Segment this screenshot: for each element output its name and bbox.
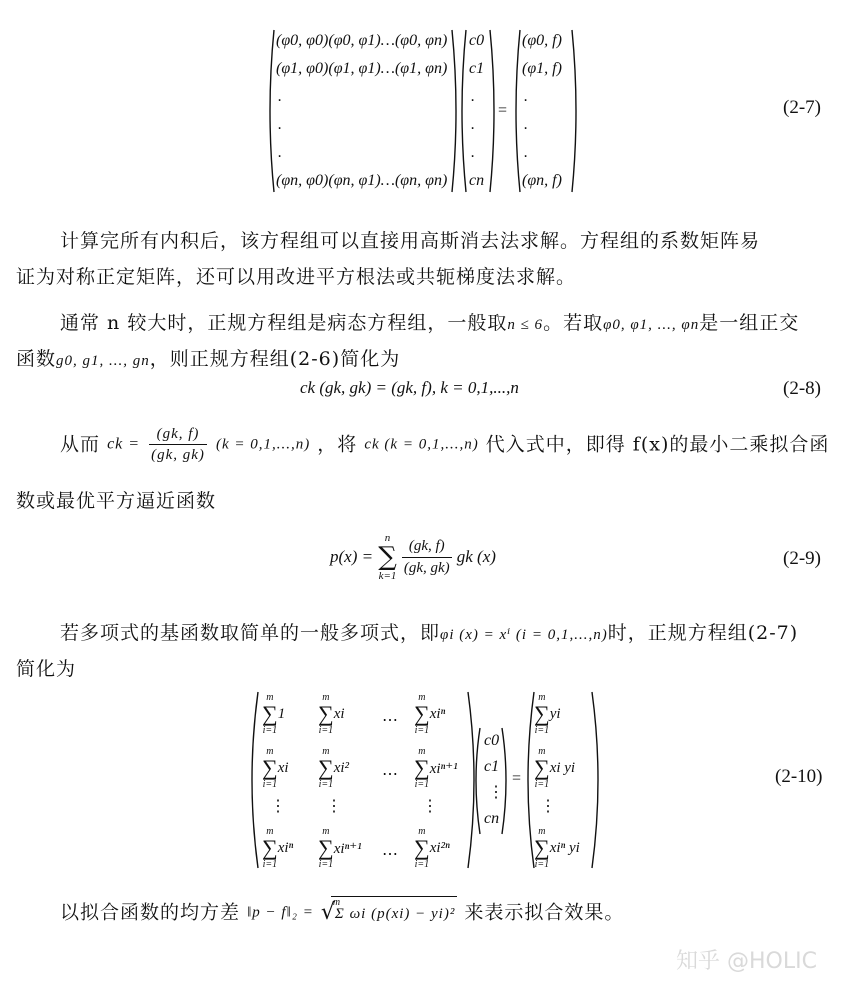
sigma-symbol: ∑: [414, 701, 430, 726]
matrix-row-2: .: [278, 88, 282, 105]
eq210-ellipsis-1: ⋯: [382, 766, 398, 783]
g-sequence: g0, g1, ..., gn: [56, 353, 150, 369]
eq210-c-3: cn: [484, 810, 500, 827]
p-of-x-lhs: p(x) =: [330, 547, 374, 566]
c-vector-4: .: [471, 144, 475, 161]
paragraph-3-line-2: 数或最优平方逼近函数: [16, 490, 217, 512]
paragraph-5-text-b: 来表示拟合效果。: [464, 901, 625, 924]
summation-i-top: m: [322, 746, 330, 757]
eq210-cell-1-3: [414, 746, 458, 790]
paragraph-3-text-c: 代入式中，即得 f(x)的最小二乘拟合函: [485, 433, 830, 456]
summation-i-bottom: i=1: [534, 859, 550, 870]
eq29-fraction: [402, 536, 452, 579]
equation-number-2-7: (2-7): [783, 97, 821, 118]
ck-fraction: [149, 424, 207, 465]
paragraph-4-text-b: 时，正规方程组(2-7): [607, 622, 799, 644]
summation-i-bottom: i=1: [414, 779, 430, 790]
eq210-cell-3-1: [318, 826, 362, 870]
equation-2-9: [330, 532, 496, 592]
summation-term: xiⁿ: [277, 839, 294, 856]
summation-i-top: m: [418, 826, 426, 837]
paragraph-2-text-b: 。若取: [543, 312, 604, 334]
eq210-cell-1-1: [318, 746, 349, 790]
summation-term: 1: [277, 705, 286, 722]
summation-term: xi²ⁿ: [429, 839, 450, 856]
eq210-equals: =: [512, 770, 522, 787]
sigma-symbol: ∑: [318, 755, 334, 780]
summation-i-bottom: i=1: [414, 859, 430, 870]
equation-number-2-8: (2-8): [783, 378, 821, 399]
c-vector-1: c1: [469, 60, 485, 77]
summation-i-bottom: i=1: [318, 859, 334, 870]
paragraph-5-text-a: 以拟合函数的均方差: [60, 901, 241, 924]
paragraph-3-line-1: [60, 424, 829, 480]
summation-i: [414, 746, 430, 790]
sqrt-summation-top: m: [332, 897, 342, 908]
summation-i-bottom: i=1: [534, 779, 550, 790]
condition-n-le-6: n ≤ 6: [507, 317, 544, 333]
summation-i: [318, 826, 334, 870]
summation-i-top: m: [538, 826, 546, 837]
summation-term: xi yi: [549, 759, 576, 776]
eq210-cell-0-3: [414, 692, 445, 736]
sigma-symbol: ∑: [262, 835, 278, 860]
summation-i-top: m: [418, 746, 426, 757]
matrix-row-3: .: [278, 116, 282, 133]
summation-i-bottom: i=1: [318, 779, 334, 790]
summation-i-top: m: [418, 692, 426, 703]
k-range-1: (k = 0,1,...,n): [215, 436, 311, 453]
norm-expression: ‖p − f‖₂ =: [247, 904, 314, 921]
ck-fraction-denominator: (gk, gk): [151, 447, 205, 463]
paragraph-2-text-e: ，则正规方程组(2-6)简化为: [149, 348, 401, 370]
rhs-vector-3: .: [524, 116, 528, 133]
summation-term: xi: [333, 705, 345, 722]
matrix-row-5: (φn, φ0)(φn, φ1)…(φn, φn): [276, 172, 448, 189]
phi-sequence: φ0, φ1, ..., φn: [603, 317, 700, 333]
paragraph-2-text-d: 函数: [16, 348, 57, 370]
sigma-symbol: ∑: [414, 835, 430, 860]
eq210-cell-3-3: [414, 826, 450, 870]
rhs-vector-0: (φ0, f): [522, 32, 562, 49]
paragraph-4-text-a: 若多项式的基函数取简单的一般多项式，即: [60, 622, 441, 644]
summation-i: [318, 692, 334, 736]
c-vector-3: .: [471, 116, 475, 133]
rhs-vector-2: .: [524, 88, 528, 105]
paragraph-2-text-c: 是一组正交: [699, 312, 800, 334]
equals-sign: =: [498, 102, 508, 119]
paragraph-4-line-1: [60, 618, 798, 650]
paragraph-4-line-2: 简化为: [16, 658, 77, 680]
eq210-vdots-2-0: ⋮: [270, 798, 286, 815]
summation-term: xi: [277, 759, 289, 776]
eq29-fraction-denominator: (gk, gk): [403, 559, 450, 576]
basis-definition: φi (x) = xⁱ (i = 0,1,...,n): [440, 627, 608, 643]
sqrt-sign: √: [320, 900, 336, 925]
ck-lhs: ck =: [107, 435, 141, 453]
summation-k: [378, 532, 397, 582]
equation-number-2-9: (2-9): [783, 548, 821, 569]
eq29-fraction-numerator: (gk, f): [402, 536, 452, 558]
eq210-rhs-0: [534, 692, 561, 736]
c-vector-0: c0: [469, 32, 485, 49]
summation-i-top: m: [266, 826, 274, 837]
ck-range-2: ck (k = 0,1,...,n): [364, 436, 479, 453]
eq210-rhs-3: [534, 826, 580, 870]
summation-term: yi: [549, 705, 561, 722]
paragraph-3-text-b: ，将: [317, 433, 358, 456]
eq210-rhs-1: [534, 746, 575, 790]
matrix-brackets-2-7: [264, 26, 594, 196]
eq210-cell-1-0: [262, 746, 289, 790]
eq210-c-0: c0: [484, 732, 500, 749]
eq210-c-2: ⋮: [488, 784, 504, 801]
summation-i-top: m: [538, 746, 546, 757]
sigma-symbol: ∑: [534, 701, 550, 726]
eq210-cell-3-0: [262, 826, 293, 870]
eq210-ellipsis-3: ⋯: [382, 846, 398, 863]
sigma-symbol: ∑: [414, 755, 430, 780]
summation-k-top: n: [384, 532, 391, 544]
summation-i-bottom: i=1: [262, 779, 278, 790]
paragraph-5: [60, 896, 624, 936]
sqrt-expression: [321, 896, 457, 929]
paragraph-3-text-a: 从而: [60, 433, 101, 456]
summation-i: [262, 746, 278, 790]
summation-term: xi²: [333, 759, 350, 776]
summation-i: [534, 826, 550, 870]
eq210-ellipsis-0: ⋯: [382, 712, 398, 729]
zhihu-watermark: 知乎 @HOLIC: [676, 949, 817, 974]
summation-i: [318, 746, 334, 790]
sqrt-body: Σ ωi (p(xi) − yi)²: [331, 896, 457, 929]
paragraph-1-line-1: 计算完所有内积后，该方程组可以直接用高斯消去法求解。方程组的系数矩阵易: [60, 230, 761, 252]
eq210-rhs-vdots: ⋮: [540, 798, 556, 815]
sigma-symbol: ∑: [262, 701, 278, 726]
summation-i-bottom: i=1: [534, 725, 550, 736]
summation-k-bottom: k=1: [378, 570, 397, 582]
c-vector-2: .: [471, 88, 475, 105]
ck-fraction-numerator: (gk, f): [149, 424, 207, 445]
summation-i-top: m: [266, 692, 274, 703]
matrix-row-0: (φ0, φ0)(φ0, φ1)…(φ0, φn): [276, 32, 448, 49]
rhs-vector-4: .: [524, 144, 528, 161]
summation-term: xiⁿ yi: [549, 839, 580, 856]
paragraph-2-text-a: 通常 n 较大时，正规方程组是病态方程组，一般取: [60, 312, 508, 334]
summation-i-bottom: i=1: [262, 859, 278, 870]
sigma-symbol: ∑: [318, 701, 334, 726]
eq210-cell-0-0: [262, 692, 285, 736]
summation-i: [534, 692, 550, 736]
gk-of-x: gk (x): [456, 547, 496, 566]
summation-i-bottom: i=1: [414, 725, 430, 736]
summation-i: [414, 692, 430, 736]
sigma-symbol: ∑: [262, 755, 278, 780]
summation-i-top: m: [322, 692, 330, 703]
summation-term: xiⁿ⁺¹: [429, 760, 458, 777]
eq210-c-1: c1: [484, 758, 500, 775]
summation-i: [262, 692, 278, 736]
summation-term: xiⁿ: [429, 705, 446, 722]
rhs-vector-5: (φn, f): [522, 172, 562, 189]
equation-2-8: ck (gk, gk) = (gk, f), k = 0,1,...,n: [300, 378, 519, 397]
matrix-row-4: .: [278, 144, 282, 161]
paragraph-2-line-2: [16, 344, 400, 376]
paragraph-1-line-2: 证为对称正定矩阵，还可以用改进平方根法或共轭梯度法求解。: [16, 266, 577, 288]
eq210-vdots-2-3: ⋮: [422, 798, 438, 815]
c-vector-5: cn: [469, 172, 485, 189]
matrix-row-1: (φ1, φ0)(φ1, φ1)…(φ1, φn): [276, 60, 448, 77]
summation-i-top: m: [266, 746, 274, 757]
sigma-symbol: ∑: [534, 835, 550, 860]
rhs-vector-1: (φ1, f): [522, 60, 562, 77]
summation-i-bottom: i=1: [262, 725, 278, 736]
sigma-symbol: ∑: [378, 542, 397, 572]
paragraph-2-line-1: [60, 308, 799, 340]
summation-i: [262, 826, 278, 870]
equation-number-2-10: (2-10): [775, 766, 823, 787]
summation-i-top: m: [538, 692, 546, 703]
equation-2-7: [264, 26, 594, 196]
summation-i: [414, 826, 430, 870]
sigma-symbol: ∑: [534, 755, 550, 780]
eq210-vdots-2-1: ⋮: [326, 798, 342, 815]
summation-i: [534, 746, 550, 790]
summation-i-top: m: [322, 826, 330, 837]
summation-i-bottom: i=1: [318, 725, 334, 736]
sigma-symbol: ∑: [318, 835, 334, 860]
summation-term: xiⁿ⁺¹: [333, 840, 362, 857]
eq210-cell-0-1: [318, 692, 345, 736]
